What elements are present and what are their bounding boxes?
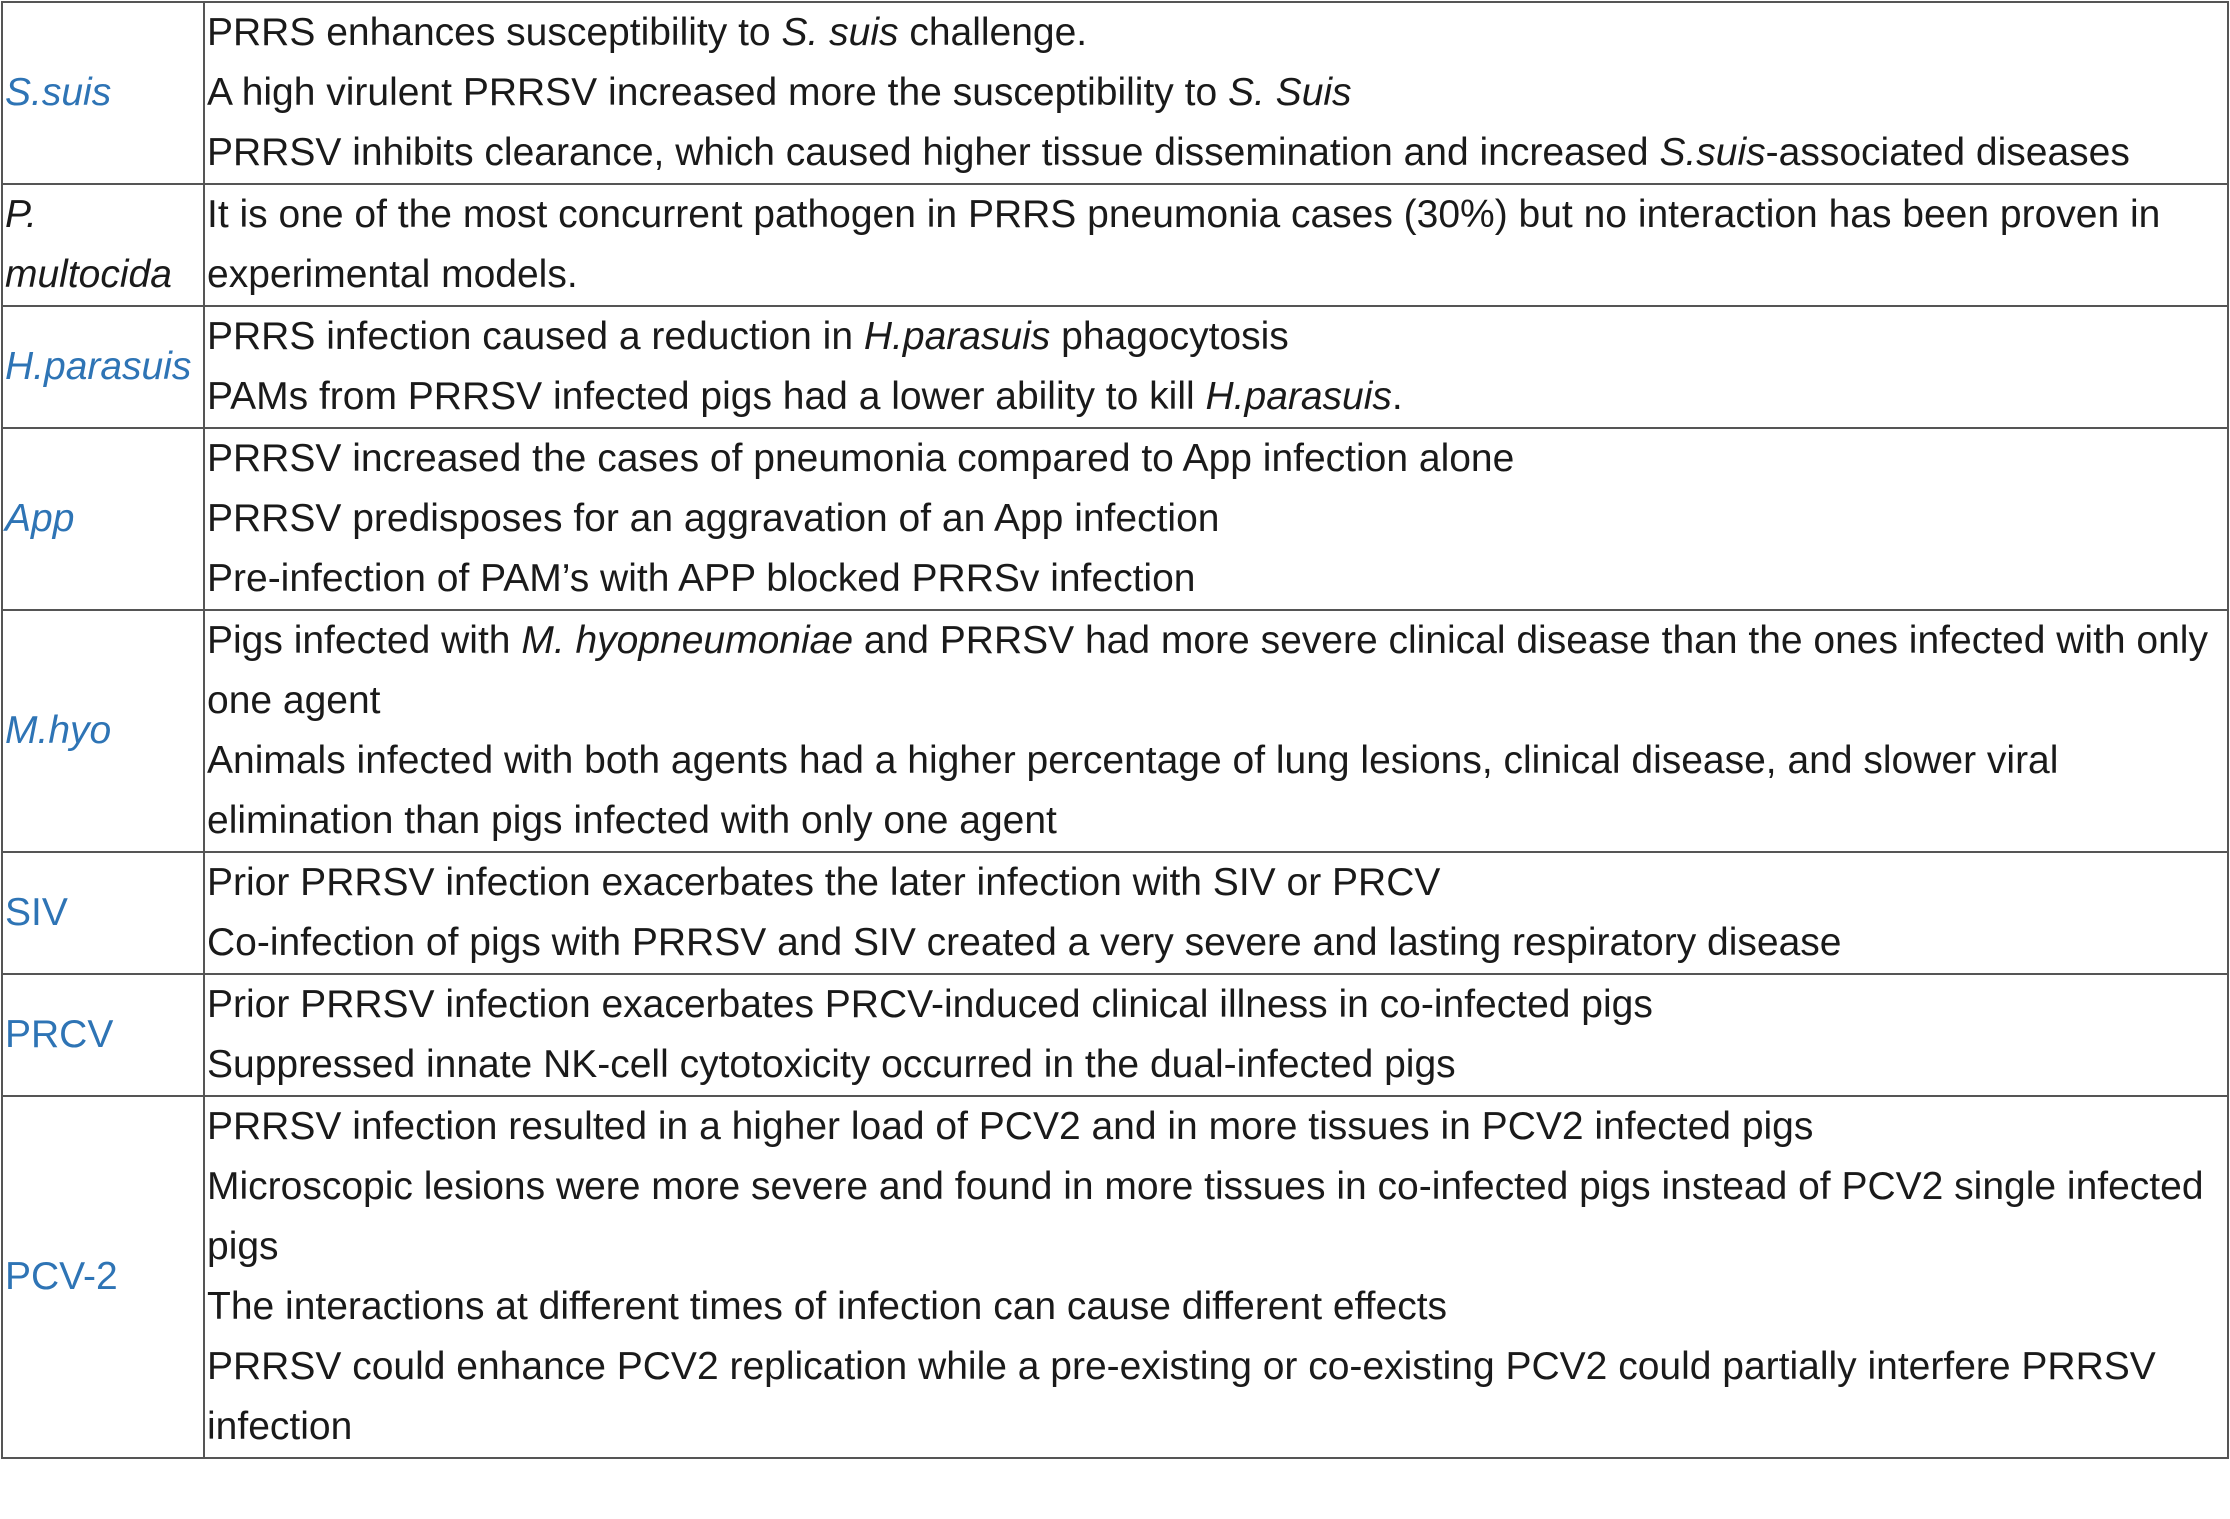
description-text: and PRRSV had more severe clinical disease than the ones infected with only one agent [207, 619, 2208, 722]
species-name-text: H.parasuis [1205, 375, 1392, 418]
document-page [0, 1, 2230, 1519]
description-text: PRRSV predisposes for an aggravation of an App infection [207, 497, 1220, 540]
interaction-description [204, 184, 2228, 306]
coinfection-table [1, 1, 2229, 1459]
table-row [2, 610, 2228, 852]
table-row [2, 852, 2228, 974]
description-line [207, 1097, 2221, 1157]
table-row [2, 1096, 2228, 1458]
description-line [207, 975, 2221, 1035]
table-row [2, 2, 2228, 184]
description-text: Pre-infection of PAM’s with APP blocked PRRSv infection [207, 557, 1196, 600]
description-line [207, 123, 2221, 183]
description-text: The interactions at different times of infection can cause different effects [207, 1285, 1448, 1328]
species-name-text: M. hyopneumoniae [521, 619, 854, 662]
table-body [2, 2, 2228, 1458]
description-text: PRRSV inhibits clearance, which caused higher tissue dissemination and increased [207, 131, 1660, 174]
description-text: . [1391, 375, 1403, 418]
description-text: Pigs infected with [207, 619, 522, 662]
description-line [207, 1157, 2221, 1277]
description-text: Microscopic lesions were more severe and found in more tissues in co-infected pigs instead of PCV2 single infected pigs [207, 1165, 2204, 1268]
species-name-text: S. suis [781, 11, 899, 54]
interaction-description [204, 2, 2228, 184]
description-line [207, 489, 2221, 549]
pathogen-name: P. multocida [2, 184, 204, 306]
description-line [207, 367, 2221, 427]
description-line [207, 307, 2221, 367]
description-line [207, 913, 2221, 973]
description-line [207, 63, 2221, 123]
interaction-description [204, 428, 2228, 610]
description-text: A high virulent PRRSV increased more the susceptibility to [207, 71, 1228, 114]
description-line [207, 853, 2221, 913]
description-text: Prior PRRSV infection exacerbates PRCV-induced clinical illness in co-infected pigs [207, 983, 1653, 1026]
description-line [207, 611, 2221, 731]
description-text: PRRSV increased the cases of pneumonia compared to App infection alone [207, 437, 1515, 480]
interaction-description [204, 306, 2228, 428]
species-name-text: S.suis [1659, 131, 1766, 174]
description-line [207, 1035, 2221, 1095]
description-text: challenge. [898, 11, 1088, 54]
table-row [2, 428, 2228, 610]
description-line [207, 549, 2221, 609]
pathogen-name[interactable]: M.hyo [2, 610, 204, 852]
description-line [207, 3, 2221, 63]
description-text: Animals infected with both agents had a higher percentage of lung lesions, clinical disease, and slower viral elimination than pigs infected with only one agent [207, 739, 2059, 842]
description-line [207, 185, 2221, 305]
pathogen-name[interactable]: PRCV [2, 974, 204, 1096]
species-name-text: H.parasuis [863, 315, 1051, 358]
description-line [207, 731, 2221, 851]
interaction-description [204, 974, 2228, 1096]
description-line [207, 429, 2221, 489]
table-row [2, 306, 2228, 428]
pathogen-name[interactable]: App [2, 428, 204, 610]
description-text: Suppressed innate NK-cell cytotoxicity occurred in the dual-infected pigs [207, 1043, 1456, 1086]
description-text: Co-infection of pigs with PRRSV and SIV created a very severe and lasting respiratory disease [207, 921, 1842, 964]
description-text: PRRSV could enhance PCV2 replication while a pre-existing or co-existing PCV2 could partially interfere PRRSV infection [207, 1345, 2156, 1448]
description-text: Prior PRRSV infection exacerbates the later infection with SIV or PRCV [207, 861, 1441, 904]
table-row [2, 974, 2228, 1096]
description-text: It is one of the most concurrent pathogen in PRRS pneumonia cases (30%) but no interaction has been proven in experimental models. [207, 193, 2161, 296]
description-line [207, 1277, 2221, 1337]
pathogen-name[interactable]: H.parasuis [2, 306, 204, 428]
description-text: -associated diseases [1765, 131, 2130, 174]
pathogen-name[interactable]: S.suis [2, 2, 204, 184]
interaction-description [204, 852, 2228, 974]
description-text: phagocytosis [1050, 315, 1289, 358]
table-row [2, 184, 2228, 306]
description-text: PRRS infection caused a reduction in [207, 315, 864, 358]
pathogen-name[interactable]: SIV [2, 852, 204, 974]
interaction-description [204, 1096, 2228, 1458]
description-text: PRRS enhances susceptibility to [207, 11, 782, 54]
description-text: PRRSV infection resulted in a higher load of PCV2 and in more tissues in PCV2 infected pigs [207, 1105, 1814, 1148]
interaction-description [204, 610, 2228, 852]
description-line [207, 1337, 2221, 1457]
pathogen-name[interactable]: PCV-2 [2, 1096, 204, 1458]
species-name-text: S. Suis [1228, 71, 1352, 114]
description-text: PAMs from PRRSV infected pigs had a lower ability to kill [207, 375, 1206, 418]
